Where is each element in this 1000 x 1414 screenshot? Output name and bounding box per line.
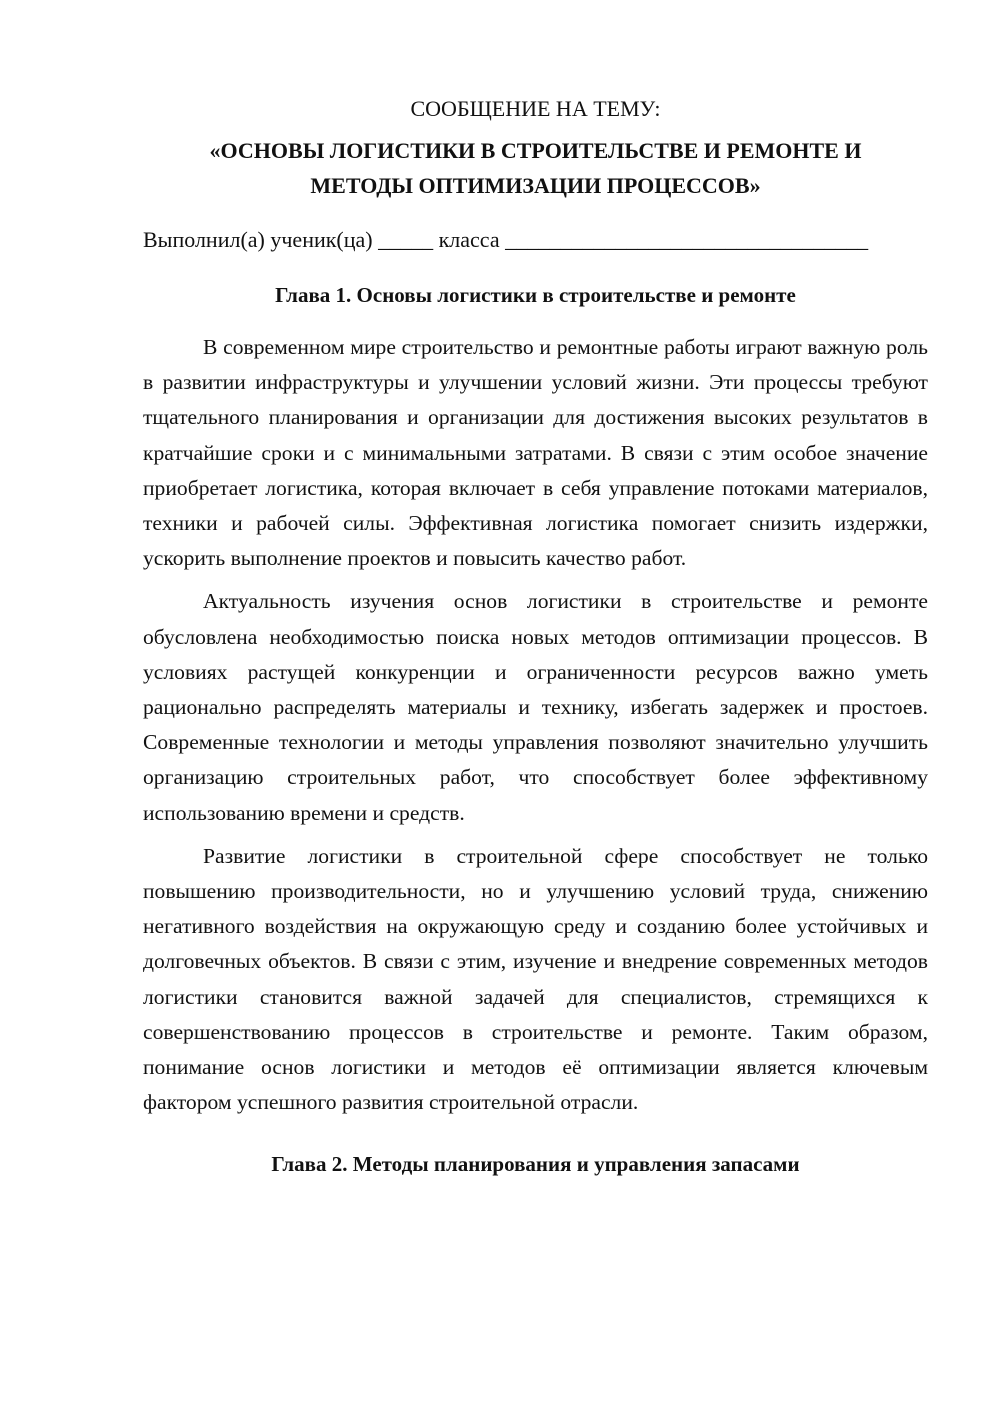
- chapter-1-heading: Глава 1. Основы логистики в строительстве и ремонте: [275, 283, 796, 307]
- paragraph-2: Актуальность изучения основ логистики в строительстве и ремонте обусловлена необходимостью поиска новых методов оптимизации процессов. В условиях растущей конкуренции и ограниченности ресурсов важно уметь рационально распределять материалы и технику, избегать задержек и простоев. Современные технологии и методы управления позволяют значительно улучшить организацию строительных работ, что способствует более эффективному использованию времени и средств.: [143, 589, 928, 825]
- student-info-line: Выполнил(а) ученик(ца) _____ класса _________________________________: [143, 227, 869, 252]
- chapter-2-heading: Глава 2. Методы планирования и управления запасами: [271, 1152, 800, 1177]
- paragraph-3: Развитие логистики в строительной сфере способствует не только повышению производительности, но и улучшению условий труда, снижению негативного воздействия на окружающую среду и созданию более устойчивых и долговечных объектов. В связи с этим, изучение и внедрение современных методов логистики становится важной задачей для специалистов, стремящихся к совершенствованию процессов в строительстве и ремонте. Таким образом, понимание основ логистики и методов её оптимизации является ключевым фактором успешного развития строительной отрасли.: [143, 843, 928, 1115]
- document-page: [143, 92, 928, 1181]
- paragraph-1: В современном мире строительство и ремонтные работы играют важную роль в развитии инфраструктуры и улучшении условий жизни. Эти процессы требуют тщательного планирования и организации для достижения высоких результатов в кратчайшие сроки и с минимальными затратами. В связи с этим особое значение приобретает логистика, которая включает в себя управление потоками материалов, техники и рабочей силы. Эффективная логистика помогает снизить издержки, ускорить выполнение проектов и повысить качество работ.: [143, 335, 928, 571]
- title-line: МЕТОДЫ ОПТИМИЗАЦИИ ПРОЦЕССОВ»: [310, 173, 761, 198]
- document-header: СООБЩЕНИЕ НА ТЕМУ:: [410, 96, 661, 121]
- title-line: «ОСНОВЫ ЛОГИСТИКИ В СТРОИТЕЛЬСТВЕ И РЕМОНТЕ И: [209, 138, 862, 163]
- document-title: [143, 133, 928, 203]
